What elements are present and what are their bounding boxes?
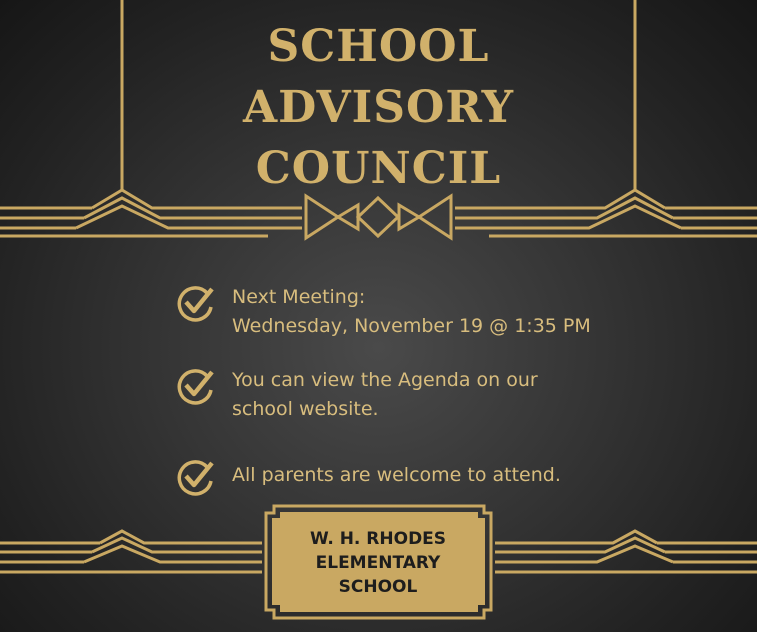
list-item-line: You can view the Agenda on our bbox=[232, 369, 538, 391]
check-circle-icon bbox=[176, 366, 216, 406]
check-circle-icon bbox=[176, 457, 216, 497]
list-item-line: Next Meeting: bbox=[232, 286, 366, 308]
school-name-line: W. H. RHODES bbox=[309, 529, 447, 549]
list-item-line: Wednesday, November 19 @ 1:35 PM bbox=[232, 315, 591, 337]
check-circle-icon bbox=[176, 283, 216, 323]
title-line-3: COUNCIL bbox=[255, 143, 502, 194]
school-name-line: SCHOOL bbox=[338, 577, 418, 597]
title-line-1: SCHOOL bbox=[267, 21, 490, 72]
list-item-text bbox=[232, 461, 561, 490]
list-item-text bbox=[232, 366, 538, 424]
list-item-line: All parents are welcome to attend. bbox=[232, 464, 561, 486]
school-name-badge bbox=[262, 527, 494, 599]
list-item-line: school website. bbox=[232, 398, 379, 420]
school-name-line: ELEMENTARY bbox=[315, 553, 441, 573]
title-line-2: ADVISORY bbox=[243, 82, 514, 133]
list-item-text bbox=[232, 283, 591, 341]
